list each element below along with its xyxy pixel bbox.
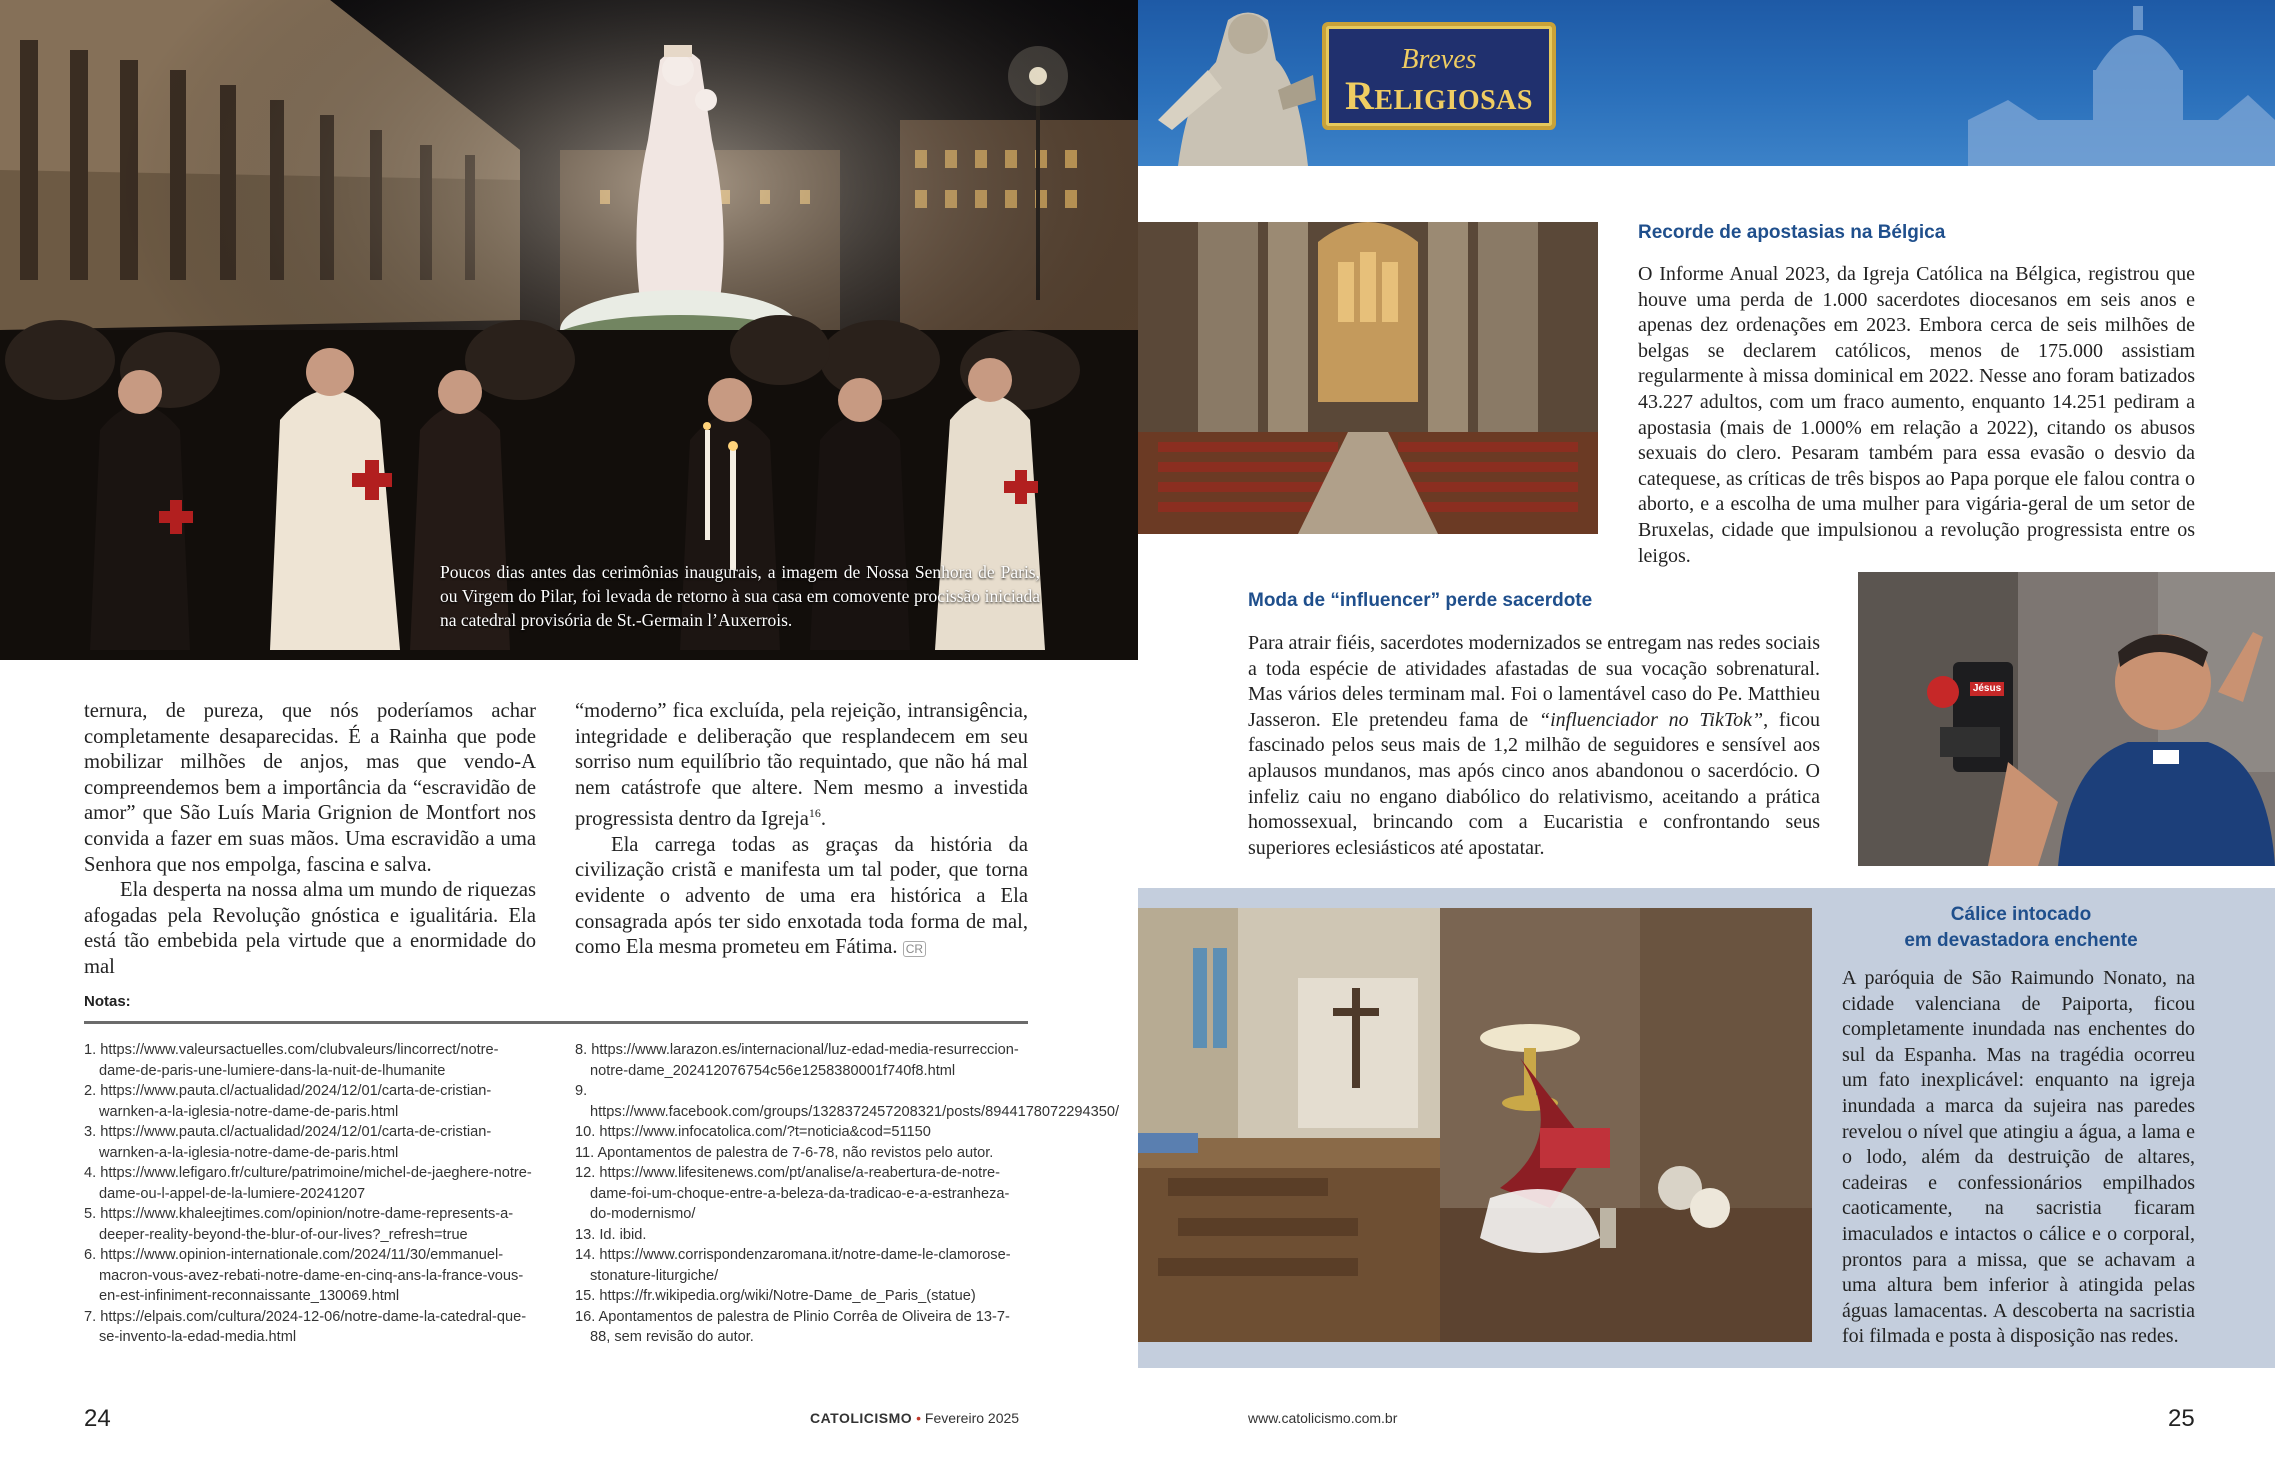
body-text: Para atrair fiéis, sacerdotes modernizados se entregam nas redes sociais a toda espécie de atividades afastadas de sua vocação sobrenatural. Mas vários deles terminam mal. Foi o lamentável caso do Pe. Matthieu Jasseron. Ele pretendeu fama de bbox=[1248, 632, 1820, 731]
body-text: “moderno” fica excluída, pela rejeição, intransigência, integridade e deliberação que resplandecem em seu sorriso num equilíbrio tão requintado, que não há mal nem catástrofe que altere. Nem mesmo a investida progressista dentro da Igreja bbox=[575, 700, 1028, 831]
banner-illustration bbox=[1138, 0, 2275, 166]
note-item[interactable]: 2. https://www.pauta.cl/actualidad/2024/12/01/carta-de-cristian-warnken-a-la-iglesia-notre-dame-de-paris.html bbox=[84, 1083, 492, 1120]
priest-illustration bbox=[1858, 572, 2275, 866]
dome-icon bbox=[1968, 6, 2275, 166]
article-text-belgium: O Informe Anual 2023, da Igreja Católica na Bélgica, registrou que houve uma perda de 1.000 sacerdotes diocesanos em seis anos e apenas dez ordenações em 2023. Embora cerca de seis milhões de belgas se declarem católicos, menos de 175.000 assistiam regularmente à missa dominical em 2022. Nesse ano foram batizados 43.227 adultos, com um fraco aumento, enquanto 14.251 pediram a apostasia (mais de 1.000% em relação a 2022), citando os abusos sexuais do clero. Pesaram também para essa evasão o desvio da catequese, as críticas de três bispos ao Papa porque ele falou contra o aborto, e a escolha de uma mulher para vigária-geral de um setor de Bruxelas, cidade que impulsionou a revolução progressista entre os leigos. bbox=[1638, 263, 2195, 567]
note-item[interactable]: 8. https://www.larazon.es/internacional/luz-edad-media-resurreccion-notre-dame_202412076754c56e1258380001f740f8.html bbox=[575, 1042, 1019, 1079]
saint-statue-icon bbox=[1158, 13, 1316, 167]
article-column-2 bbox=[575, 699, 1028, 963]
notes-list-right bbox=[575, 1040, 1120, 1348]
end-mark-icon: CR bbox=[903, 941, 926, 957]
sacristy-chalice-photo bbox=[1440, 908, 1812, 1342]
notes-list-left bbox=[84, 1040, 536, 1348]
article-title-chalice bbox=[1846, 902, 2196, 954]
note-item[interactable]: 1. https://www.valeursactuelles.com/clubvaleurs/lincorrect/notre-dame-de-paris-une-lumiere-dans-la-nuit-de-lhumanite bbox=[84, 1042, 499, 1079]
chalice-illustration bbox=[1440, 908, 1812, 1342]
body-paragraph bbox=[575, 833, 1028, 963]
article-column-1 bbox=[84, 699, 536, 981]
article-text-chalice: A paróquia de São Raimundo Nonato, na cidade valenciana de Paiporta, ficou completamente inundada nas enchentes do sul da Espanha. Mas na tragédia ocorreu um fato inexplicável: enquanto na igreja inundada a marca da sujeira nas paredes revelou o nível que atingiu a água, a lama e o lodo, além da destruição de altares, cadeiras e confessionários empilhados caoticamente, na sacristia ficaram imaculados e intactos o cálice e o corporal, prontos para a missa, que se achavam a uma altura bem inferior à atingida pelas águas lamacentas. A descoberta na sacristia foi filmada e posta à disposição nas redes. bbox=[1842, 967, 2195, 1348]
footer-url[interactable]: www.catolicismo.com.br bbox=[1248, 1410, 1398, 1426]
page-number-right: 25 bbox=[2168, 1405, 2195, 1432]
flooded-church-photo bbox=[1138, 908, 1440, 1342]
priest-photo bbox=[1858, 572, 2275, 866]
notes-divider bbox=[84, 1021, 1028, 1024]
note-item[interactable]: 10. https://www.infocatolica.com/?t=noticia&cod=51150 bbox=[575, 1124, 931, 1140]
note-item[interactable]: 7. https://elpais.com/cultura/2024-12-06/notre-dame-la-catedral-que-se-invento-la-edad-media.html bbox=[84, 1308, 527, 1345]
section-title-line1: Breves bbox=[1401, 44, 1477, 75]
body-paragraph: ternura, de pureza, que nós poderíamos achar completamente desaparecidas. É a Rainha que pode mobilizar milhões de anjos, mas que vendo-A compreendemos bem a importância da “escravidão de amor” que São Luís Maria Grignion de Montfort nos convida a fazer em suas mãos. Uma escravidão a uma Senhora que nos empolga, fascina e salva. bbox=[84, 700, 536, 876]
section-title-plaque bbox=[1322, 22, 1556, 130]
note-item[interactable]: 4. https://www.lefigaro.fr/culture/patrimoine/michel-de-jaeghere-notre-dame-ou-l-appel-de-la-lumiere-20241207 bbox=[84, 1165, 532, 1202]
photo-caption: Poucos dias antes das cerimônias inaugurais, a imagem de Nossa Senhora de Paris, ou Virgem do Pilar, foi levada de retorno à sua casa em comovente procissão iniciada na catedral provisória de St.-Germain l’Auxerrois. bbox=[440, 562, 1040, 630]
body-text: Ela carrega todas as graças da história da civilização cristã e manifesta um tal poder, que torna evidente o advento de uma era histórica a Ela consagrada após ter sido enxotada toda forma de mal, como Ela mesma prometeu em Fátima. bbox=[575, 833, 1028, 959]
magazine-name: CATOLICISMO bbox=[810, 1410, 913, 1426]
note-item[interactable]: 14. https://www.corrispondenzaromana.it/notre-dame-le-clamorose-stonature-liturgiche/ bbox=[575, 1247, 1011, 1284]
notes-title: Notas: bbox=[84, 993, 131, 1010]
emphasis-text: “influenciador no TikTok” bbox=[1538, 708, 1764, 731]
note-item[interactable]: 6. https://www.opinion-internationale.com/2024/11/30/emmanuel-macron-vous-avez-rebati-notre-dame-en-cinq-ans-la-france-vous-en-est-infiniment-reconnaissante_130069.html bbox=[84, 1247, 524, 1304]
body-text: , ficou fascinado pelos seus mais de 1,2 milhão de seguidores e sensível aos aplausos mundanos, mas após cinco anos abandonou o sacerdócio. O infeliz caiu no engano diabólico do relativismo, aceitando a prática homossexual, brincando com a Eucaristia e confrontando seus superiores eclesiásticos até apostatar. bbox=[1248, 708, 1821, 859]
body-paragraph bbox=[575, 699, 1028, 833]
note-item[interactable]: 12. https://www.lifesitenews.com/pt/analise/a-reabertura-de-notre-dame-foi-um-choque-entre-a-beleza-da-tradicao-e-a-estranheza-do-modernismo/ bbox=[575, 1165, 1010, 1222]
note-item: 16. Apontamentos de palestra de Plinio Corrêa de Oliveira de 13-7-88, sem revisão do autor. bbox=[575, 1308, 1010, 1345]
footer-magazine bbox=[810, 1410, 1019, 1426]
cathedral-interior-photo bbox=[1138, 222, 1598, 534]
note-item: 11. Apontamentos de palestra de 7-6-78, não revistos pelo autor. bbox=[575, 1144, 994, 1161]
flooded-church-illustration bbox=[1138, 908, 1440, 1342]
footer-separator: • bbox=[916, 1410, 921, 1426]
phone-label: Jésus bbox=[1972, 683, 2002, 694]
note-item[interactable]: 3. https://www.pauta.cl/actualidad/2024/12/01/carta-de-cristian-warnken-a-la-iglesia-notre-dame-de-paris.html bbox=[84, 1124, 492, 1161]
body-text: . bbox=[820, 808, 827, 831]
title-line: Cálice intocado bbox=[1950, 904, 2092, 925]
page-number-left: 24 bbox=[84, 1405, 111, 1432]
article-title-influencer: Moda de “influencer” perde sacerdote bbox=[1248, 590, 1593, 611]
body-paragraph: Ela desperta na nossa alma um mundo de riquezas afogadas pela Revolução gnóstica e igualitária. Ela está tão embebida pela virtude que a enormidade do mal bbox=[84, 879, 536, 978]
section-title-line2: Religiosas bbox=[1345, 73, 1533, 118]
note-item[interactable]: 5. https://www.khaleejtimes.com/opinion/notre-dame-represents-a-deeper-reality-beyond-the-blur-of-our-lives?_refresh=true bbox=[84, 1206, 514, 1243]
footnote-reference: 16 bbox=[808, 806, 821, 821]
article-title-belgium: Recorde de apostasias na Bélgica bbox=[1638, 222, 1946, 243]
title-line: em devastadora enchente bbox=[1904, 930, 2138, 951]
note-item: 13. Id. ibid. bbox=[575, 1226, 647, 1243]
note-item[interactable]: 15. https://fr.wikipedia.org/wiki/Notre-Dame_de_Paris_(statue) bbox=[575, 1288, 976, 1304]
article-text-influencer bbox=[1248, 631, 1820, 861]
note-item[interactable]: 9. https://www.facebook.com/groups/1328372457208321/posts/8944178072294350/ bbox=[575, 1083, 1120, 1120]
section-banner bbox=[1138, 0, 2275, 166]
cathedral-illustration bbox=[1138, 222, 1598, 534]
issue-date: Fevereiro 2025 bbox=[924, 1410, 1020, 1426]
